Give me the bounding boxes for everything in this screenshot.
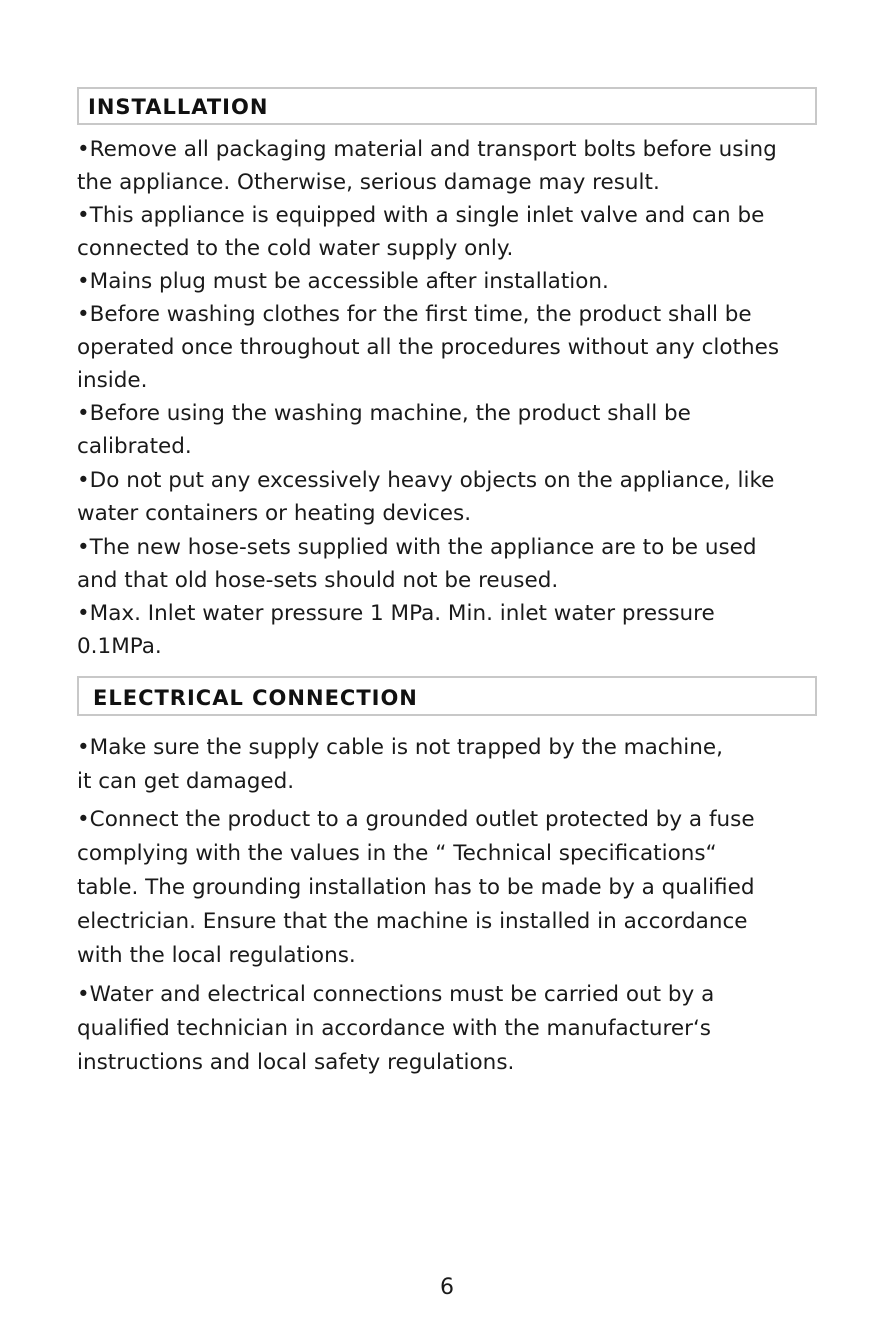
text-line: complying with the values in the “ Technical specifications“: [77, 841, 717, 866]
text-line: •Connect the product to a grounded outlet protected by a fuse: [77, 807, 755, 832]
text-line: table. The grounding installation has to be made by a qualified: [77, 875, 755, 900]
text-line: water containers or heating devices.: [77, 501, 472, 526]
installation-paragraph: [77, 199, 822, 265]
text-line: qualified technician in accordance with the manufacturer‘s: [77, 1016, 712, 1041]
text-line: instructions and local safety regulations.: [77, 1050, 515, 1075]
installation-paragraph: [77, 133, 822, 199]
text-line: 0.1MPa.: [77, 634, 162, 659]
electrical-paragraph: [77, 803, 822, 973]
text-line: •This appliance is equipped with a single inlet valve and can be: [77, 203, 765, 228]
text-line: •Before using the washing machine, the product shall be: [77, 401, 691, 426]
text-line: •Water and electrical connections must be carried out by a: [77, 982, 715, 1007]
text-line: it can get damaged.: [77, 769, 295, 794]
text-line: •The new hose-sets supplied with the appliance are to be used: [77, 535, 757, 560]
installation-title: INSTALLATION: [88, 95, 269, 119]
text-line: •Make sure the supply cable is not trapped by the machine,: [77, 735, 723, 760]
text-line: inside.: [77, 368, 148, 393]
installation-header: [77, 87, 817, 125]
text-line: and that old hose-sets should not be reused.: [77, 568, 559, 593]
installation-paragraph: [77, 597, 822, 663]
text-line: calibrated.: [77, 434, 192, 459]
installation-paragraph: [77, 298, 822, 397]
text-line: •Before washing clothes for the first time, the product shall be: [77, 302, 752, 327]
installation-paragraph: [77, 397, 822, 463]
text-line: operated once throughout all the procedures without any clothes: [77, 335, 780, 360]
text-line: •Max. Inlet water pressure 1 MPa. Min. inlet water pressure: [77, 601, 715, 626]
electrical-connection-header: [77, 676, 817, 716]
text-line: connected to the cold water supply only.: [77, 236, 514, 261]
text-line: •Remove all packaging material and transport bolts before using: [77, 137, 777, 162]
electrical-connection-title: ELECTRICAL CONNECTION: [93, 686, 418, 710]
electrical-paragraph: [77, 978, 822, 1080]
text-line: the appliance. Otherwise, serious damage may result.: [77, 170, 660, 195]
installation-paragraph: [77, 464, 822, 530]
text-line: •Do not put any excessively heavy objects on the appliance, like: [77, 468, 775, 493]
page-number: 6: [440, 1275, 454, 1300]
installation-paragraph: [77, 531, 822, 597]
installation-paragraph: [77, 265, 822, 298]
text-line: electrician. Ensure that the machine is installed in accordance: [77, 909, 748, 934]
text-line: with the local regulations.: [77, 943, 356, 968]
text-line: •Mains plug must be accessible after installation.: [77, 269, 609, 294]
electrical-paragraph: [77, 731, 822, 799]
